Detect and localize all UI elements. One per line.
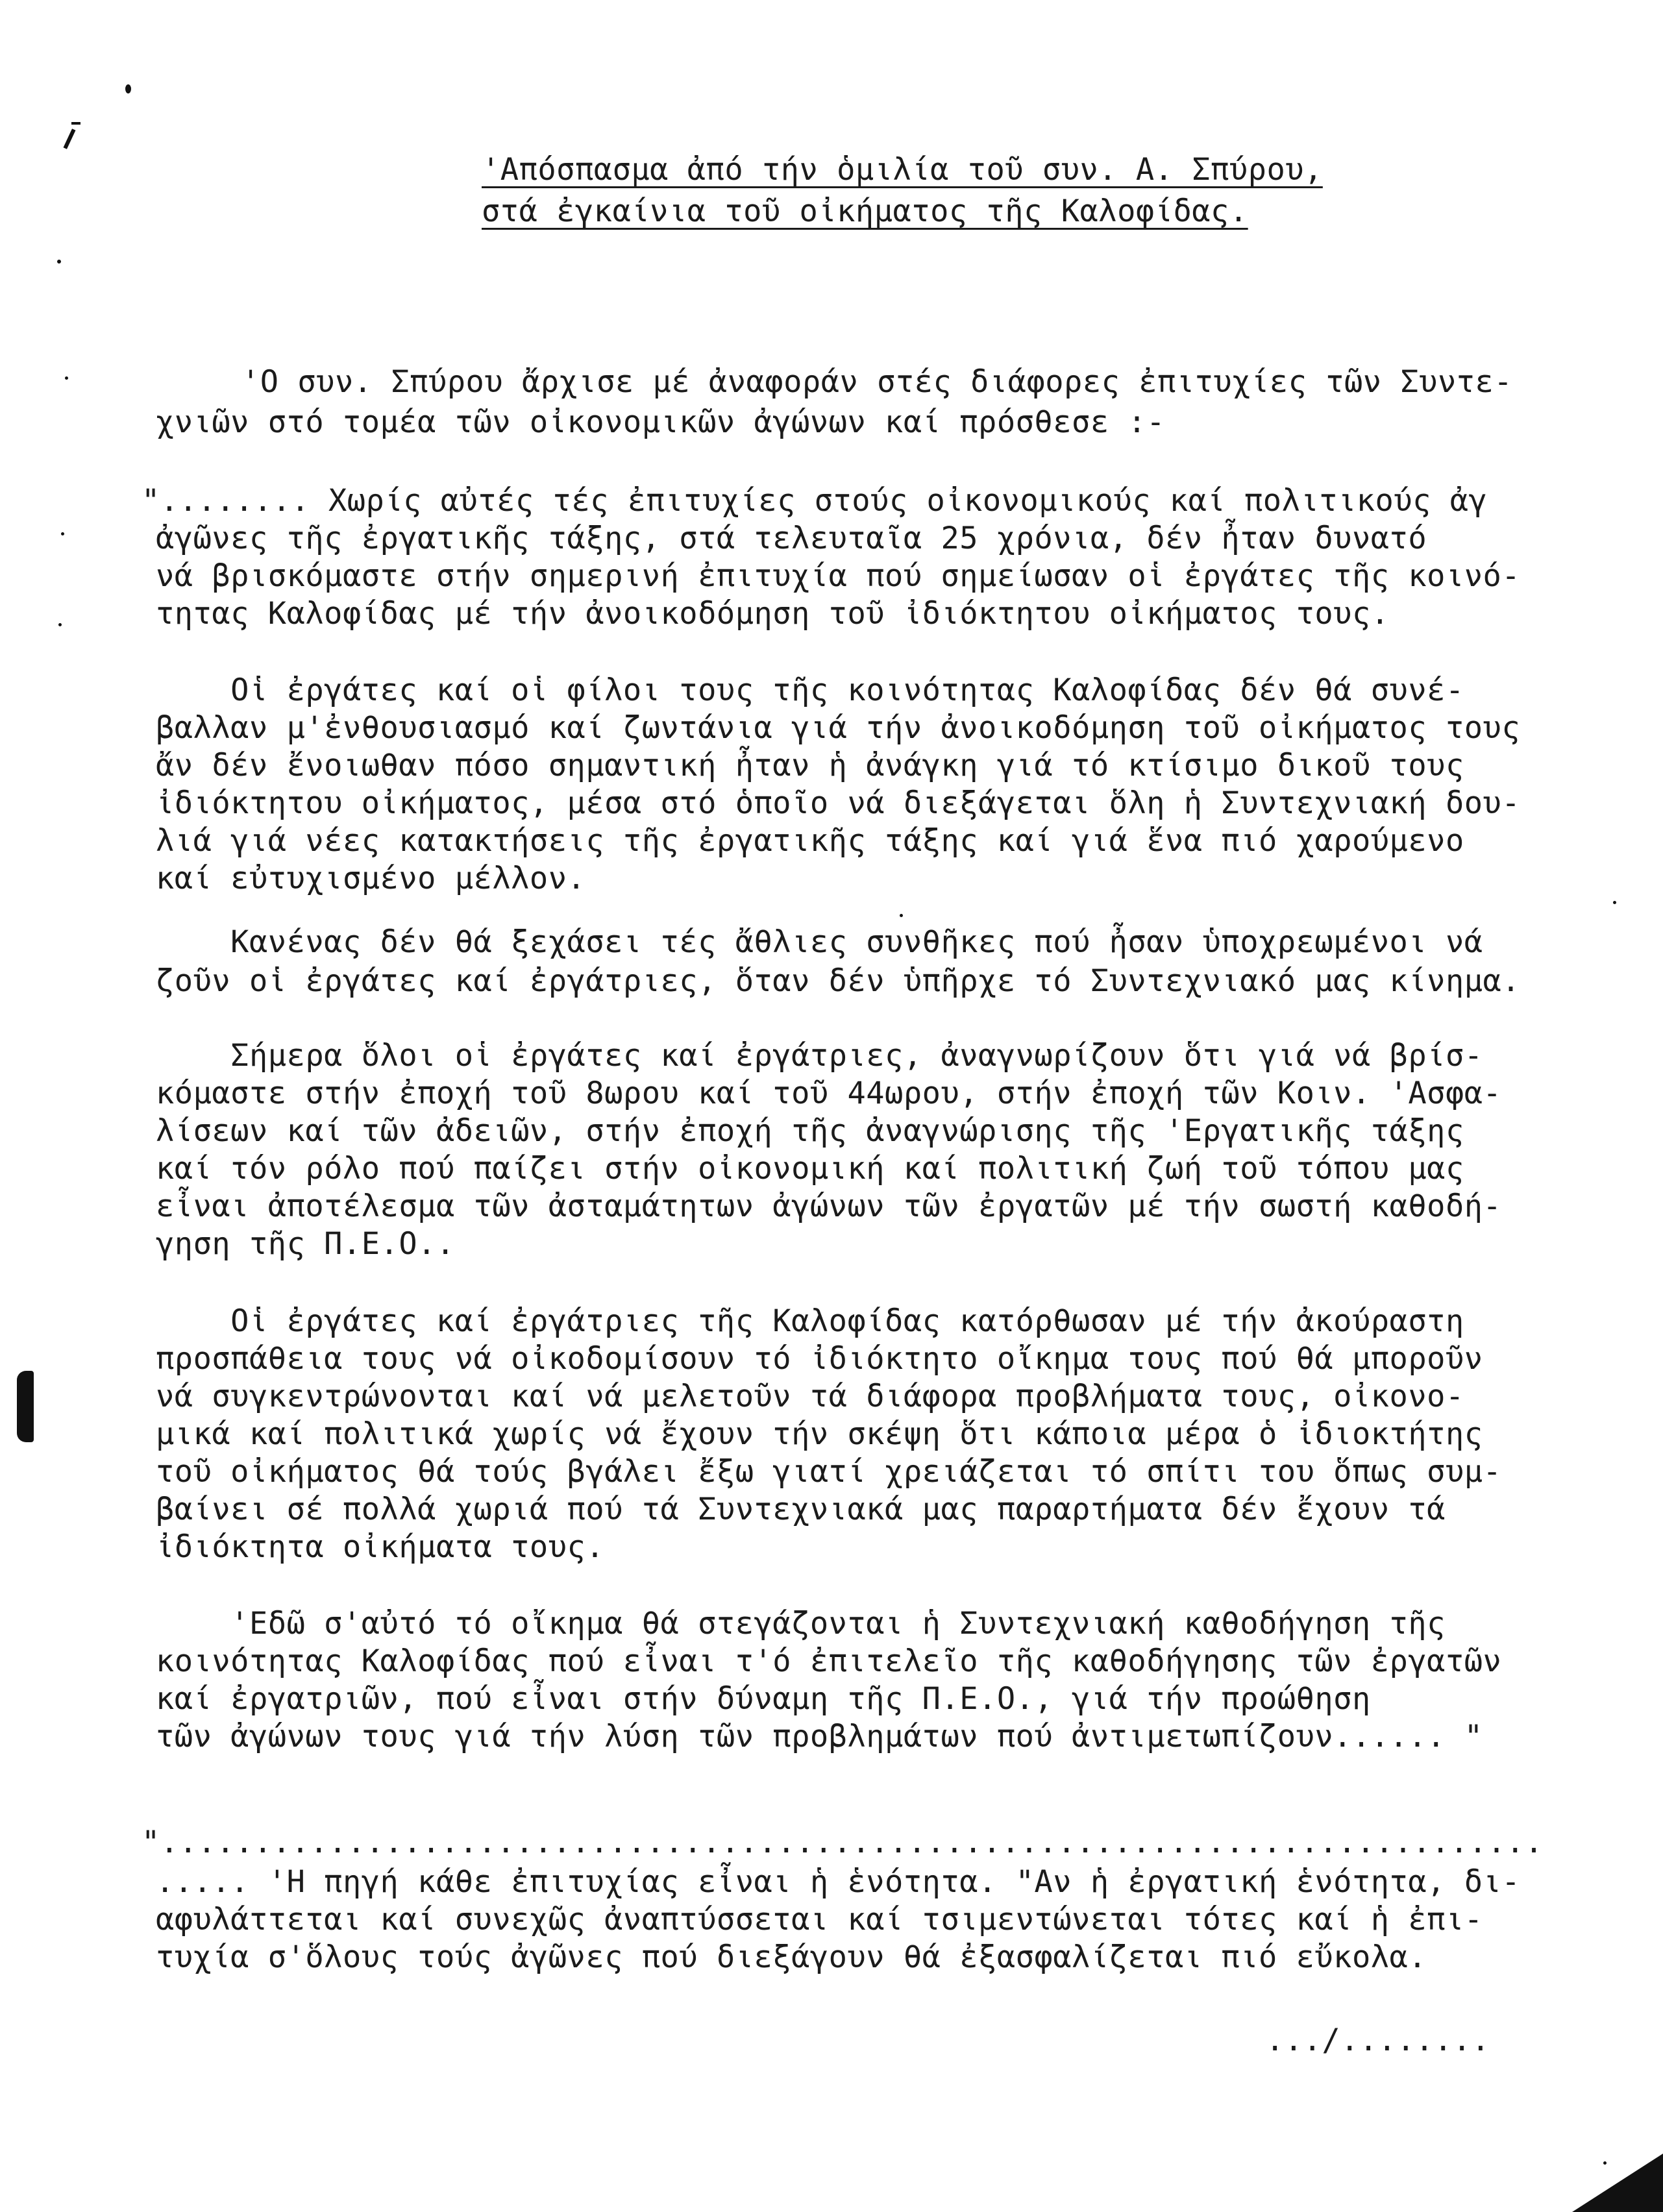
p6-line-3: καί ἐργατριῶν, πού εἶναι στήν δύναμη τῆς Π.Ε.Ο., γιά τήν προώθηση bbox=[156, 1681, 1371, 1717]
closing-line-4: τυχία σ'ὅλους τούς ἀγῶνες πού διεξάγουν θά ἐξασφαλίζεται πιό εὔκολα. bbox=[156, 1939, 1427, 1975]
p5-line-2: προσπάθεια τους νά οἰκοδομίσουν τό ἰδιόκτητο οἴκημα τους πού θά μποροῦν bbox=[156, 1341, 1483, 1377]
scan-speck bbox=[125, 84, 131, 93]
p5-line-1: Οἱ ἐργάτες καί ἐργάτριες τῆς Καλοφίδας κατόρθωσαν μέ τήν ἀκούραστη bbox=[156, 1303, 1464, 1339]
p5-line-4: μικά καί πολιτικά χωρίς νά ἔχουν τήν σκέψη ὅτι κάποια μέρα ὁ ἰδιοκτήτης bbox=[156, 1416, 1483, 1452]
scan-corner-shadow bbox=[1572, 2154, 1663, 2212]
p4-line-4: καί τόν ρόλο πού παίζει στήν οἰκονομική καί πολιτική ζωή τοῦ τόπου μας bbox=[156, 1151, 1464, 1186]
closing-line-1: ".......................................................................... bbox=[142, 1825, 1544, 1860]
scan-speck bbox=[1613, 901, 1616, 904]
scan-speck bbox=[57, 260, 61, 264]
p6-line-1: 'Εδῶ σ'αὐτό τό οἴκημα θά στεγάζονται ἡ Συντεχνιακή καθοδήγηση τῆς bbox=[156, 1606, 1446, 1641]
scan-mark bbox=[64, 129, 76, 149]
p1-line-3: νά βρισκόμαστε στήν σημερινή ἐπιτυχία πού σημείωσαν οἱ ἐργάτες τῆς κοινό- bbox=[156, 558, 1521, 594]
p2-line-3: ἄν δέν ἔνοιωθαν πόσο σημαντική ἦταν ἡ ἀνάγκη γιά τό κτίσιμο δικοῦ τους bbox=[156, 748, 1464, 783]
scan-speck bbox=[58, 623, 62, 626]
p2-line-6: καί εὐτυχισμένο μέλλον. bbox=[156, 861, 586, 896]
p3-line-1: Κανένας δέν θά ξεχάσει τές ἄθλιες συνθῆκες πού ἦσαν ὑποχρεωμένοι νά bbox=[156, 924, 1483, 960]
p3-line-2: ζοῦν οἱ ἐργάτες καί ἐργάτριες, ὅταν δέν ὑπῆρχε τό Συντεχνιακό μας κίνημα. bbox=[156, 963, 1521, 999]
p5-line-3: νά συγκεντρώνονται καί νά μελετοῦν τά διάφορα προβλήματα τους, οἰκονο- bbox=[156, 1379, 1464, 1414]
closing-line-3: αφυλάττεται καί συνεχῶς ἀναπτύσσεται καί τσιμεντώνεται τότες καί ἡ ἐπι- bbox=[156, 1902, 1483, 1937]
p1-line-2: ἀγῶνες τῆς ἐργατικῆς τάξης, στά τελευταῖα 25 χρόνια, δέν ἦταν δυνατό bbox=[156, 521, 1427, 556]
intro-line-2: χνιῶν στό τομέα τῶν οἰκονομικῶν ἀγώνων καί πρόσθεσε :- bbox=[156, 404, 1166, 440]
scan-speck bbox=[65, 376, 68, 380]
p2-line-4: ἰδιόκτητου οἰκήματος, μέσα στό ὁποῖο νά διεξάγεται ὅλη ἡ Συντεχνιακή δου- bbox=[156, 785, 1521, 821]
p1-line-1: "........ Χωρίς αὐτές τές ἐπιτυχίες στούς οἰκονομικούς καί πολιτικούς ἀγ bbox=[142, 483, 1488, 519]
p4-line-1: Σήμερα ὅλοι οἱ ἐργάτες καί ἐργάτριες, ἀναγνωρίζουν ὅτι γιά νά βρίσ- bbox=[156, 1038, 1483, 1074]
scan-speck bbox=[61, 532, 64, 535]
p6-line-2: κοινότητας Καλοφίδας πού εἶναι τ'ό ἐπιτελεῖο τῆς καθοδήγησης τῶν ἐργατῶν bbox=[156, 1643, 1502, 1679]
p4-line-3: λίσεων καί τῶν ἀδειῶν, στήν ἐποχή τῆς ἀναγνώρισης τῆς 'Εργατικῆς τάξης bbox=[156, 1113, 1464, 1149]
p5-line-7: ἰδιόκτητα οἰκήματα τους. bbox=[156, 1529, 605, 1565]
title-line-1: 'Απόσπασμα ἀπό τήν ὁμιλία τοῦ συν. Α. Σπύρου, bbox=[482, 152, 1323, 188]
page-continuation-marker: .../........ bbox=[1266, 2022, 1490, 2058]
p2-line-1: Οἱ ἐργάτες καί οἱ φίλοι τους τῆς κοινότητας Καλοφίδας δέν θά συνέ- bbox=[156, 672, 1464, 708]
scan-mark bbox=[71, 122, 80, 125]
p2-line-2: βαλλαν μ'ἐνθουσιασμό καί ζωντάνια γιά τήν ἀνοικοδόμηση τοῦ οἰκήματος τους bbox=[156, 710, 1521, 746]
intro-line-1: 'Ο συν. Σπύρου ἄρχισε μέ ἀναφοράν στές διάφορες ἐπιτυχίες τῶν Συντε- bbox=[241, 364, 1513, 400]
closing-line-2: ..... 'Η πηγή κάθε ἐπιτυχίας εἶναι ἡ ἑνότητα. "Αν ἡ ἐργατική ἑνότητα, δι- bbox=[156, 1864, 1521, 1900]
p2-line-5: λιά γιά νέες κατακτήσεις τῆς ἐργατικῆς τάξης καί γιά ἕνα πιό χαρούμενο bbox=[156, 823, 1464, 859]
scan-speck bbox=[900, 914, 903, 917]
p5-line-6: βαίνει σέ πολλά χωριά πού τά Συντεχνιακά μας παραρτήματα δέν ἔχουν τά bbox=[156, 1492, 1446, 1527]
p6-line-4: τῶν ἀγώνων τους γιά τήν λύση τῶν προβλημάτων πού ἀντιμετωπίζουν...... " bbox=[156, 1719, 1483, 1754]
p4-line-5: εἶναι ἀποτέλεσμα τῶν ἀσταμάτητων ἀγώνων τῶν ἐργατῶν μέ τήν σωστή καθοδή- bbox=[156, 1188, 1502, 1224]
punch-hole-mark bbox=[17, 1371, 34, 1442]
p4-line-6: γηση τῆς Π.Ε.Ο.. bbox=[156, 1226, 455, 1262]
p5-line-5: τοῦ οἰκήματος θά τούς βγάλει ἔξω γιατί χρειάζεται τό σπίτι του ὅπως συμ- bbox=[156, 1454, 1502, 1490]
p4-line-2: κόμαστε στήν ἐποχή τοῦ 8ωρου καί τοῦ 44ωρου, στήν ἐποχή τῶν Κοιν. 'Ασφα- bbox=[156, 1075, 1502, 1111]
title-line-2: στά ἐγκαίνια τοῦ οἰκήματος τῆς Καλοφίδας. bbox=[482, 193, 1248, 229]
p1-line-4: τητας Καλοφίδας μέ τήν ἀνοικοδόμηση τοῦ ἰδιόκτητου οἰκήματος τους. bbox=[156, 596, 1390, 632]
